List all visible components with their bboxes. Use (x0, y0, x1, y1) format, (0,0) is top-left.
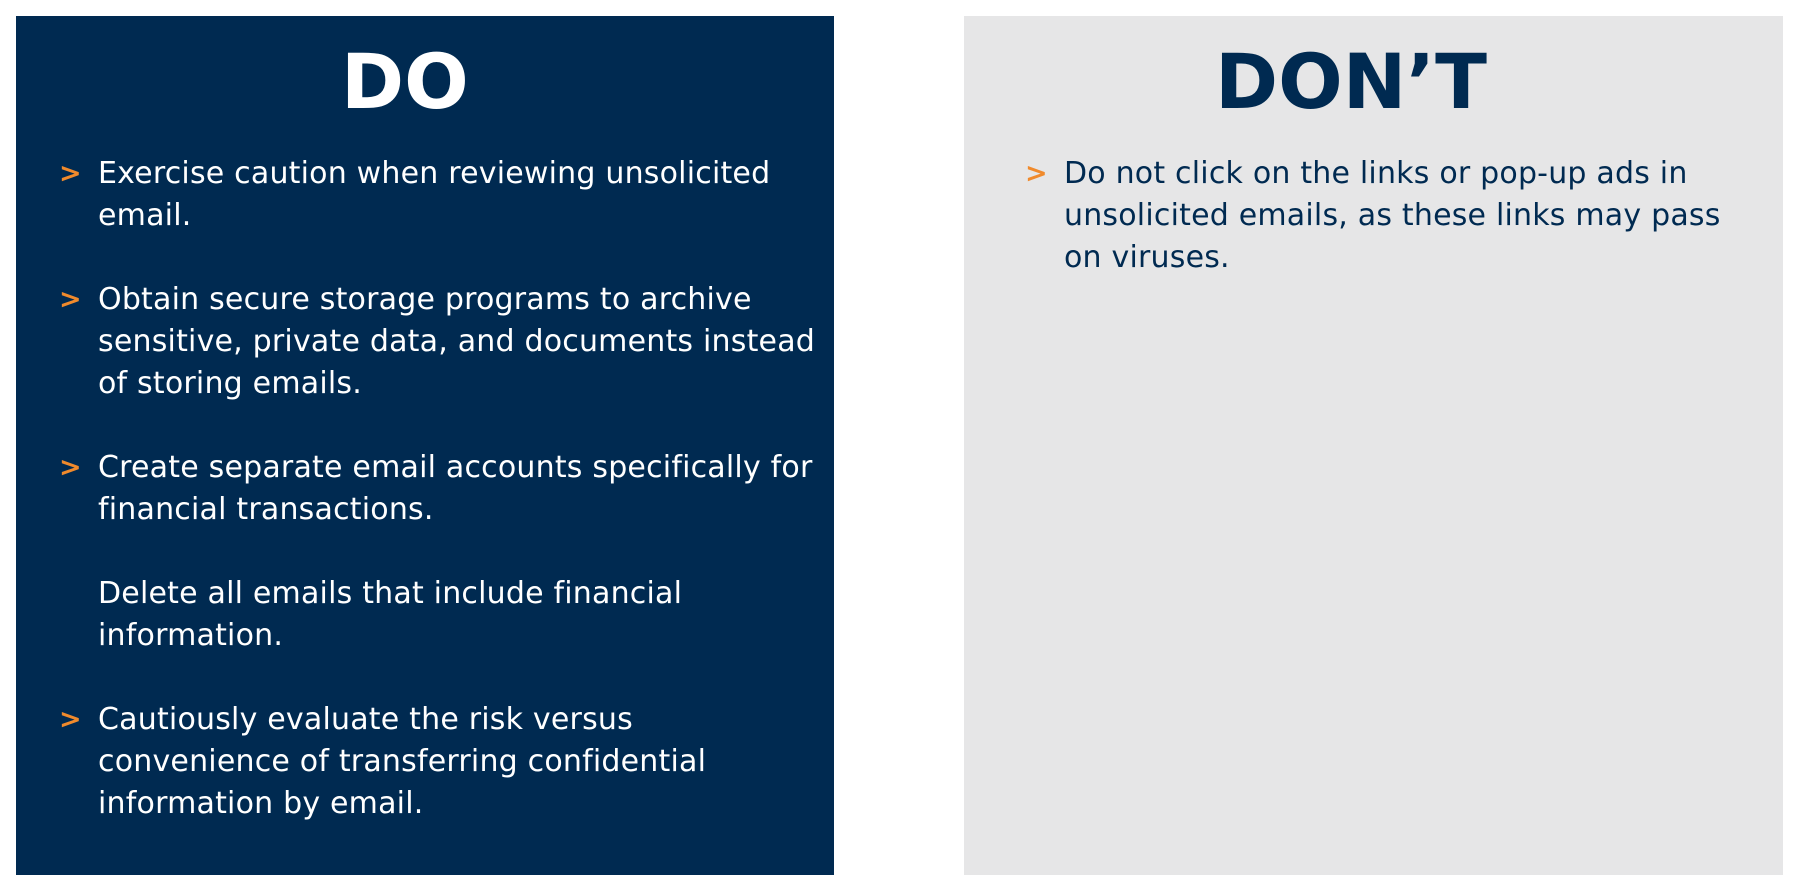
do-item-text: Cautiously evaluate the risk versus convenience of transferring confidential information by email. (98, 702, 707, 821)
do-item (59, 447, 819, 531)
do-title: DO (341, 37, 469, 126)
dont-item (1025, 153, 1765, 279)
do-panel (16, 16, 834, 875)
chevron-right-icon: > (59, 284, 82, 315)
do-item (59, 573, 819, 657)
do-item (59, 153, 819, 237)
chevron-right-icon: > (59, 158, 82, 189)
dont-title: DON’T (1215, 37, 1488, 126)
dont-list (1025, 153, 1765, 279)
dont-item-text: Do not click on the links or pop-up ads in unsolicited emails, as these links may pass on viruses. (1064, 156, 1721, 275)
do-item-text: Obtain secure storage programs to archive sensitive, private data, and documents instead of storing emails. (98, 282, 816, 401)
do-item (59, 699, 819, 825)
chevron-right-icon: > (59, 452, 82, 483)
dont-panel (964, 16, 1783, 875)
do-item-text: Exercise caution when reviewing unsolicited email. (98, 156, 771, 233)
do-item-text: Create separate email accounts specifically for financial transactions. (98, 450, 813, 527)
chevron-right-icon: > (59, 704, 82, 735)
chevron-right-icon: > (1025, 158, 1048, 189)
do-item (59, 279, 819, 405)
do-item-text: Delete all emails that include financial information. (98, 576, 683, 653)
do-list (59, 153, 819, 825)
